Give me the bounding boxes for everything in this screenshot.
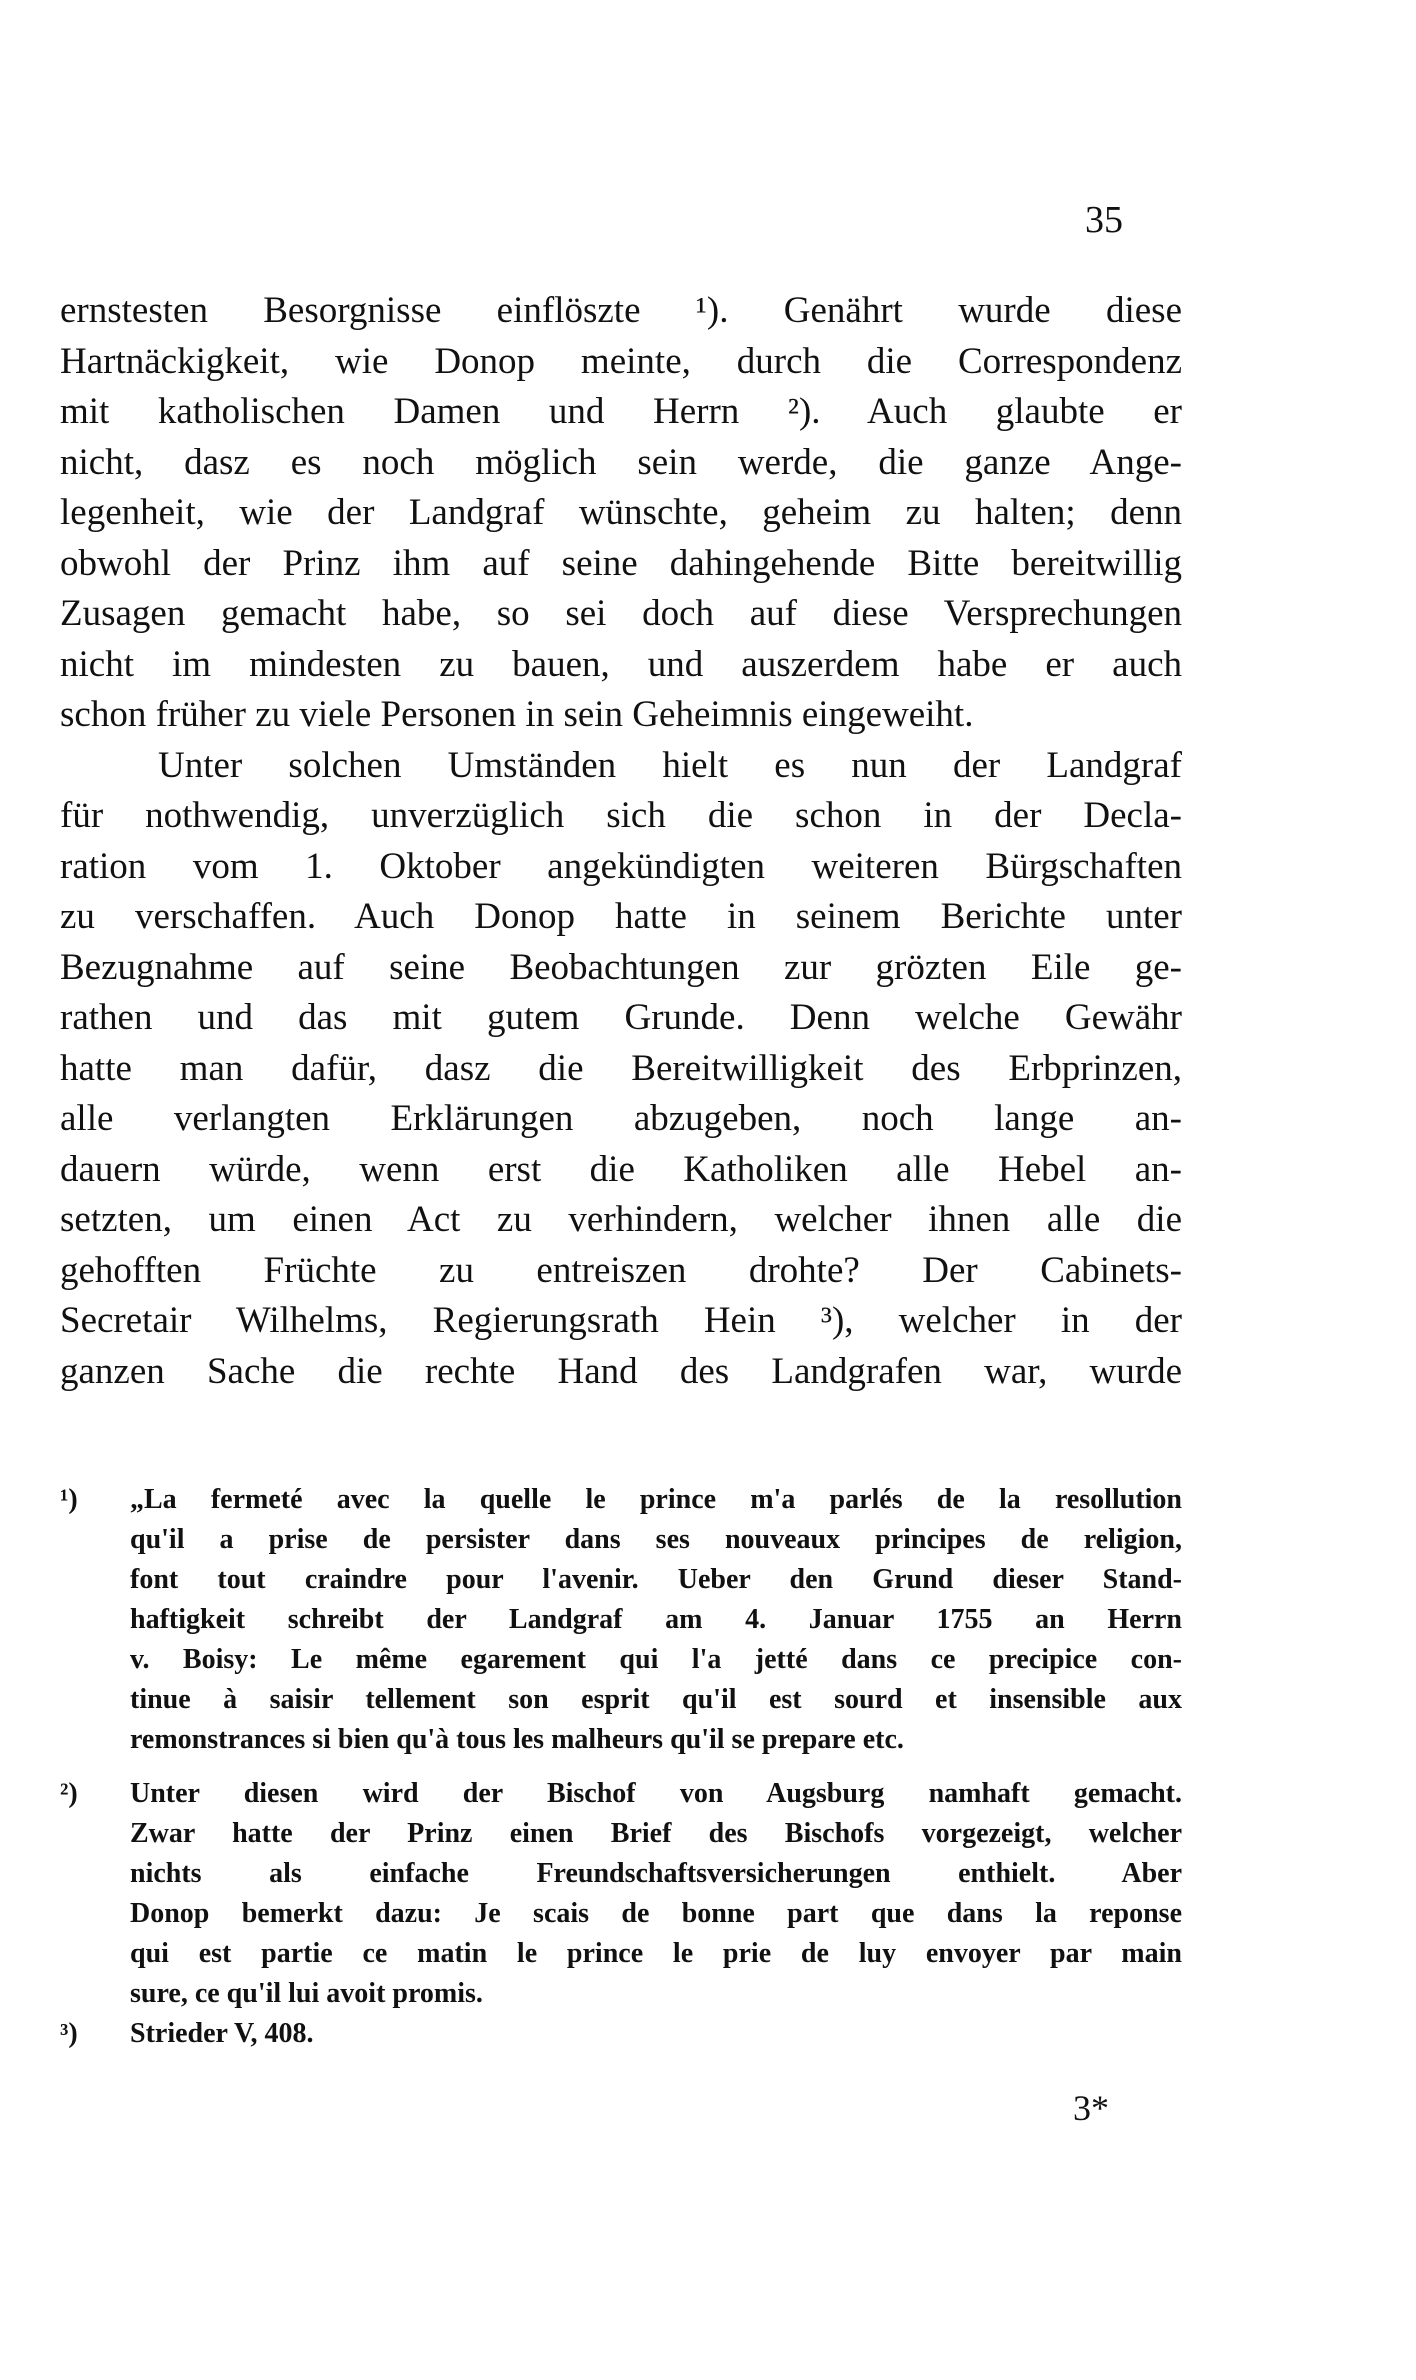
footnotes <box>60 1480 1182 2054</box>
footnote-line: Donop bemerkt dazu: Je scais de bonne part que dans la reponse <box>130 1898 1182 1929</box>
text-line: ernstesten Besorgnisse einflöszte ¹). Genährt wurde diese <box>60 290 1182 331</box>
text-line: Zusagen gemacht habe, so sei doch auf diese Versprechungen <box>60 593 1182 634</box>
footnote-line: haftigkeit schreibt der Landgraf am 4. Januar 1755 an Herrn <box>130 1604 1182 1635</box>
text-line: ganzen Sache die rechte Hand des Landgrafen war, wurde <box>60 1350 1182 1392</box>
footnote-text: „La fermeté avec la quelle le prince m'a parlés de la resollution <box>130 1484 1182 1515</box>
page-number: 35 <box>1085 199 1123 241</box>
text-line: nicht im mindesten zu bauen, und auszerdem habe er auch <box>60 643 1182 685</box>
footnote-marker: ²) <box>60 1778 78 1809</box>
footnote-text: Strieder V, 408. <box>130 2018 314 2049</box>
footnote-line: v. Boisy: Le même egarement qui l'a jetté dans ce precipice con- <box>130 1644 1182 1675</box>
text-line: setzten, um einen Act zu verhindern, welcher ihnen alle die <box>60 1199 1182 1240</box>
text-line: zu verschaffen. Auch Donop hatte in seinem Berichte unter <box>60 896 1182 937</box>
footnote-line <box>60 2014 1182 2054</box>
text-line: obwohl der Prinz ihm auf seine dahingehende Bitte bereitwillig <box>60 542 1182 584</box>
footnote-line: font tout craindre pour l'avenir. Ueber den Grund dieser Stand- <box>130 1564 1182 1595</box>
footnote-line: qu'il a prise de persister dans ses nouveaux principes de religion, <box>130 1524 1182 1555</box>
footnote-line <box>60 1480 1182 1520</box>
printer-signature-mark: 3* <box>1073 2088 1109 2128</box>
footnote-line: nichts als einfache Freundschaftsversicherungen enthielt. Aber <box>130 1858 1182 1889</box>
text-line: Hartnäckigkeit, wie Donop meinte, durch die Correspondenz <box>60 340 1182 382</box>
text-line: rathen und das mit gutem Grunde. Denn welche Gewähr <box>60 997 1182 1038</box>
text-line: dauern würde, wenn erst die Katholiken alle Hebel an- <box>60 1148 1182 1190</box>
footnote-3 <box>60 2014 1182 2054</box>
text-line: nicht, dasz es noch möglich sein werde, die ganze Ange- <box>60 441 1182 483</box>
text-line: gehofften Früchte zu entreiszen drohte? Der Cabinets- <box>60 1249 1182 1291</box>
text-line: für nothwendig, unverzüglich sich die schon in der Decla- <box>60 795 1182 836</box>
footnote-2 <box>60 1774 1182 2014</box>
text-line: hatte man dafür, dasz die Bereitwilligkeit des Erbprinzen, <box>60 1047 1182 1089</box>
text-line: schon früher zu viele Personen in sein Geheimnis eingeweiht. <box>60 694 974 735</box>
footnote-line: tinue à saisir tellement son esprit qu'il est sourd et insensible aux <box>130 1684 1182 1715</box>
text-line: Bezugnahme auf seine Beobachtungen zur grözten Eile ge- <box>60 946 1182 988</box>
main-text <box>60 286 1182 1397</box>
text-line: ration vom 1. Oktober angekündigten weiteren Bürgschaften <box>60 845 1182 887</box>
footnote-line <box>60 1774 1182 1814</box>
text-line: Secretair Wilhelms, Regierungsrath Hein ³), welcher in der <box>60 1300 1182 1341</box>
footnote-line: sure, ce qu'il lui avoit promis. <box>130 1978 483 2009</box>
footnote-1 <box>60 1480 1182 1760</box>
footnote-marker: ¹) <box>60 1484 78 1515</box>
text-line: mit katholischen Damen und Herrn ²). Auch glaubte er <box>60 391 1182 432</box>
footnote-text: Unter diesen wird der Bischof von Augsburg namhaft gemacht. <box>130 1778 1182 1809</box>
text-line: legenheit, wie der Landgraf wünschte, geheim zu halten; denn <box>60 492 1182 533</box>
footnote-line: qui est partie ce matin le prince le prie de luy envoyer par main <box>130 1938 1182 1969</box>
footnote-marker: ³) <box>60 2018 78 2049</box>
footnote-line: remonstrances si bien qu'à tous les malheurs qu'il se prepare etc. <box>130 1724 904 1755</box>
text-line: Unter solchen Umständen hielt es nun der Landgraf <box>158 744 1182 786</box>
text-line: alle verlangten Erklärungen abzugeben, noch lange an- <box>60 1098 1182 1139</box>
footnote-line: Zwar hatte der Prinz einen Brief des Bischofs vorgezeigt, welcher <box>130 1818 1182 1849</box>
